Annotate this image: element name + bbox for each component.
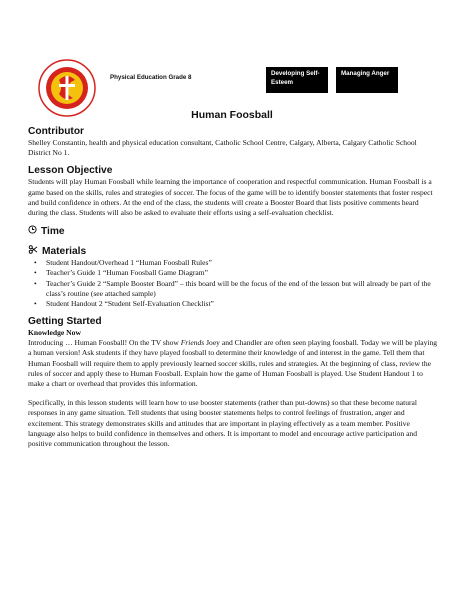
getting-started-heading: Getting Started bbox=[28, 316, 102, 328]
objective-text: Students will play Human Foosball while learning the importance of cooperation and respectful communication. Human Foosball is a game based on the skills, rules and strategies of soccer. The focus of the game will be to identify booster statements that foster respect and build confidence in others. At the end of the class, the students will create a Booster Board that lists positive comments heard during the class. Students will also be asked to evaluate their efforts using a self-evaluation checklist. bbox=[28, 177, 433, 218]
contributor-heading: Contributor bbox=[28, 126, 85, 137]
list-item: • Teacher’s Guide 1 “Human Foosball Game Diagram” bbox=[46, 268, 438, 278]
page-header bbox=[0, 0, 464, 110]
materials-heading bbox=[28, 245, 438, 258]
objective-heading: Lesson Objective bbox=[28, 165, 113, 177]
list-item: • Teacher’s Guide 2 “Sample Booster Board” – this board will be the focus of the end of the lesson but will already be part of the class’s routine (see attached sample) bbox=[46, 279, 438, 299]
materials-heading-label: Materials bbox=[42, 246, 87, 258]
contributor-text: Shelley Constantin, health and physical education consultant, Catholic School Centre, Calgary, Alberta, Calgary Catholic School District No 1. bbox=[28, 138, 417, 158]
scissors-icon bbox=[28, 245, 38, 258]
badge-developing-self-esteem: Developing Self-Esteem bbox=[266, 67, 328, 93]
clock-icon bbox=[28, 225, 37, 238]
page-title: Human Foosball bbox=[191, 109, 273, 121]
knowledge-now-subheading: Knowledge Now bbox=[28, 328, 81, 338]
badge-managing-anger: Managing Anger bbox=[336, 67, 398, 93]
course-label: Physical Education Grade 8 bbox=[110, 74, 192, 81]
materials-list bbox=[28, 258, 438, 309]
list-item: • Student Handout/Overhead 1 “Human Foosball Rules” bbox=[46, 258, 438, 268]
lesson-content bbox=[28, 126, 438, 449]
getting-started-paragraph-2: Specifically, in this lesson students will learn how to use booster statements (rather than put-downs) so that these become natural responses in any game situation. Tell students that using booster statements helps to control feelings of frustration, anger and excitement. This strategy demonstrates skills and attitudes that are important in playing effectively as a team member. Positive language also helps to build confidence in themselves and others. It is important to model and encourage active participation and positive communication throughout the lesson. bbox=[28, 398, 417, 449]
getting-started-paragraph-1: Introducing … Human Foosball! On the TV show Friends Joey and Chandler are often seen playing foosball. Today we will be playing a human version! Ask students if they have played foosball to determine their knowledge of and interest in the game. Tell them that Human Foosball will require them to apply previously learned soccer skills, rules and strategies. At the beginning of class, review the rules of soccer and apply these to Human Foosball. Explain how the game of Human Foosball is played. Use Student Handout 1 to make a chart or overhead that provides this information. bbox=[28, 338, 438, 389]
list-item: • Student Handout 2 “Student Self-Evaluation Checklist” bbox=[46, 299, 438, 309]
time-heading-label: Time bbox=[41, 226, 65, 238]
time-heading bbox=[28, 225, 438, 238]
